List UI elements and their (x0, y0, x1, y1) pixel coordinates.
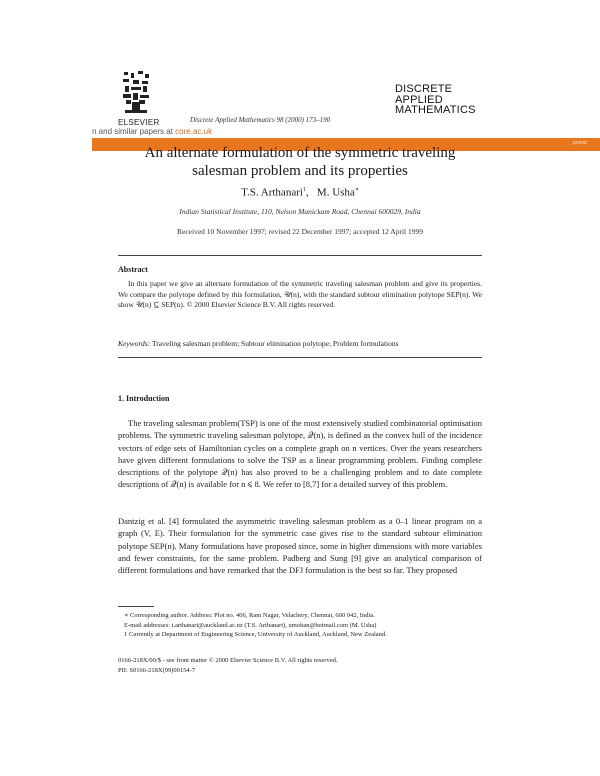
core-provided-text: provid (573, 140, 587, 146)
affiliation: Indian Statistical Institute, 110, Nelson Manickam Road, Chennai 600029, India (179, 207, 421, 216)
author-1-mark: 1 (302, 187, 306, 193)
journal-title-line: DISCRETE (395, 83, 453, 95)
footnote-corresponding: ∗ Corresponding author. Address: Plot no. 406, Ram Nagar, Velachery, Chennai, 600 042, India. (124, 612, 375, 619)
journal-title (395, 84, 476, 116)
footnote-current-address: 1 Currently at Department of Engineering Science, University of Auckland, Auckland, New Zealand. (124, 631, 387, 638)
abstract-text: In this paper we give an alternate formulation of the symmetric traveling salesman problem and give its properties. We compare the polytope defined by this formulation, 𝒰(n), with the standard subtour elimination polytope SEP(n). We show 𝒰(n) ⊆ SEP(n). © 2000 Elsevier Science B.V. All rights reserved. (118, 279, 482, 309)
title-line-1: An alternate formulation of the symmetric traveling (144, 145, 456, 161)
keywords-list: Traveling salesman problem; Subtour elimination polytope; Problem formulations (150, 339, 399, 348)
section-heading: 1. Introduction (118, 394, 170, 403)
front-matter (118, 656, 482, 675)
received-dates: Received 10 November 1997; revised 22 December 1997; accepted 12 April 1999 (177, 227, 423, 236)
core-link[interactable]: core.ac.uk (175, 127, 213, 136)
paper-title (100, 144, 500, 180)
core-banner-prefix: n and similar papers at (92, 127, 176, 136)
footnote-rule (118, 606, 154, 607)
abstract-heading: Abstract (118, 265, 148, 274)
keywords (118, 339, 482, 348)
elsevier-logo (119, 69, 153, 117)
journal-title-line: MATHEMATICS (395, 104, 476, 116)
body-paragraph-1: The traveling salesman problem(TSP) is one of the most extensively studied combinatorial optimisation problems. The symmetric traveling salesman polytope, 𝒬(n), is defined as the convex hull of the incidence vectors of edge sets of Hamiltonian cycles on a complete graph on n vertices. Over the years researchers have given different formulations to solve the TSP as a linear programming problem. Finding complete descriptions of the polytope 𝒬(n) has also proved to be a challenging problem and to date complete descriptions of 𝒬(n) is available for n ⩽ 8. We refer to [8,7] for a detailed survey of this problem. (118, 418, 482, 490)
copyright-line: 0166-218X/00/$ - see front matter © 2000 Elsevier Science B.V. All rights reserved. (118, 657, 338, 664)
journal-title-line: APPLIED (395, 93, 443, 106)
pii-line: PII: S0166-218X(99)00154-7 (118, 666, 196, 674)
keywords-label: Keywords: (118, 339, 151, 348)
journal-reference: Discrete Applied Mathematics 98 (2000) 173–190 (190, 116, 331, 124)
author-2-mark: ∗ (354, 187, 359, 193)
author-1: T.S. Arthanari (241, 186, 303, 199)
footnotes (118, 611, 482, 640)
footnote-email: E-mail addresses: t.arthanari@auckland.ac.nz (T.S. Arthanari), umohan@hotmail.com (M. Usha) (124, 621, 377, 629)
divider-bottom (118, 357, 482, 358)
publisher-name: ELSEVIER (118, 118, 160, 127)
divider-top (118, 255, 482, 256)
core-banner-text (92, 127, 212, 136)
title-line-2: salesman problem and its properties (192, 163, 408, 179)
author-2: M. Usha (316, 186, 355, 199)
author-separator: , (305, 186, 317, 199)
body-paragraph-2: Dantzig et al. [4] formulated the asymmetric traveling salesman problem as a 0–1 linear program on a graph (V, E). Their formulation for the symmetric case gives rise to the standard subtour elimination polytope SEP(n). Many formulations have proposed since, some in higher dimensions with more variables and fewer constraints, for the same problem. Padberg and Sung [9] give an analytical comparison of different formulations and have remarked that the DFJ formulation is the best so far. They proposed (118, 516, 482, 576)
authors (100, 186, 500, 199)
